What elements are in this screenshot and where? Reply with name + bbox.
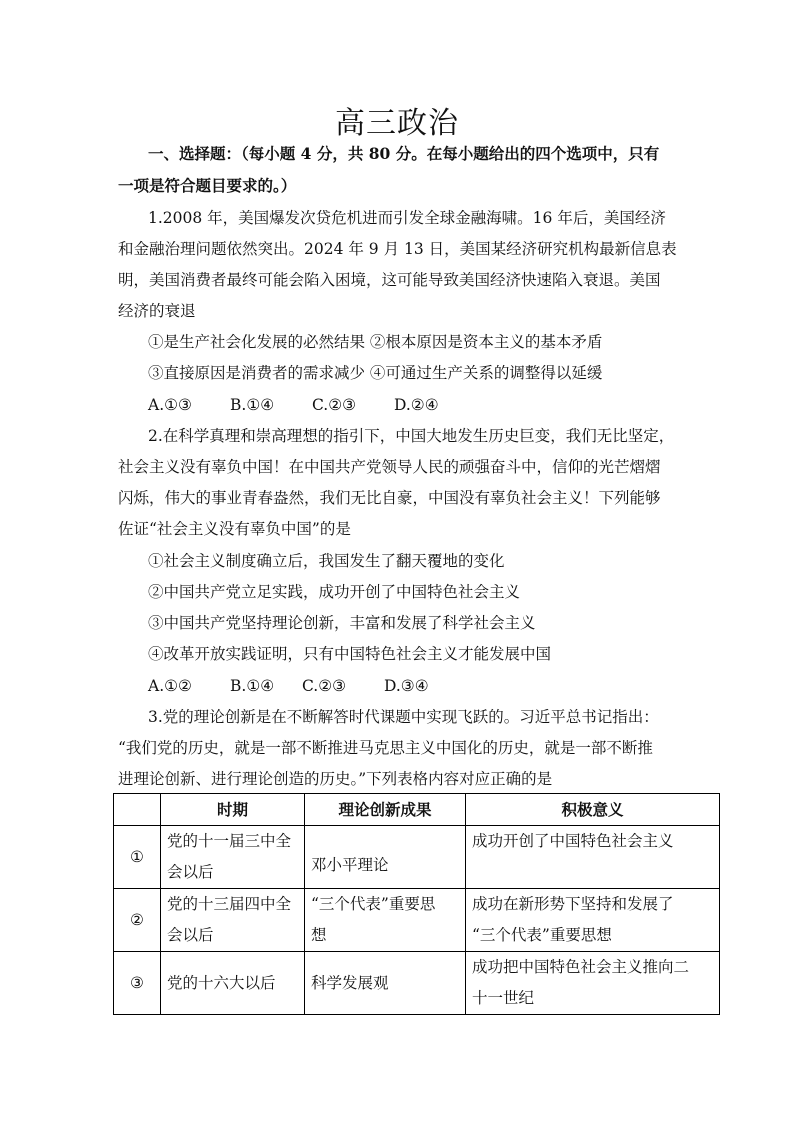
section-heading-line1: 一、选择题：（每小题 4 分，共 80 分。在每小题给出的四个选项中，只有 — [148, 144, 660, 163]
q2-item: ②中国共产党立足实践，成功开创了中国特色社会主义 — [148, 583, 521, 601]
q2-stem-line: 社会主义没有辜负中国！在中国共产党领导人民的顽强奋斗中，信仰的光芒熠熠 — [118, 458, 661, 476]
cell-line: 十一世纪 — [472, 989, 535, 1007]
q3-stem-line: 进理论创新、进行理论创造的历史。”下列表格内容对应正确的是 — [118, 770, 553, 788]
q1-options — [148, 394, 439, 416]
q2-options — [148, 675, 429, 697]
table-header-cell: 时期 — [161, 794, 305, 826]
q1-option-b[interactable]: B.①④ — [230, 396, 275, 414]
section-heading-line2: 一项是符合题目要求的。） — [118, 176, 297, 195]
q3-stem-line: 3.党的理论创新是在不断解答时代课题中实现飞跃的。习近平总书记指出： — [148, 708, 659, 726]
row-number: ① — [114, 826, 161, 889]
cell-line: 党的十三届四中全 — [167, 895, 292, 913]
theory-cell: 科学发展观 — [305, 952, 466, 1015]
q2-stem-line: 闪烁，伟大的事业青春盎然，我们无比自豪，中国没有辜负社会主义！下列能够 — [118, 489, 661, 507]
table-row — [114, 952, 720, 1015]
meaning-cell — [466, 826, 720, 889]
meaning-cell — [466, 889, 720, 952]
cell-line: “三个代表”重要思想 — [472, 926, 612, 944]
q1-stem-line: 明，美国消费者最终可能会陷入困境，这可能导致美国经济快速陷入衰退。美国 — [118, 271, 661, 289]
cell-line: 成功开创了中国特色社会主义 — [472, 832, 674, 850]
q2-item: ④改革开放实践证明，只有中国特色社会主义才能发展中国 — [148, 645, 552, 663]
q1-stem-line: 1.2008 年，美国爆发次贷危机进而引发全球金融海啸。16 年后，美国经济 — [148, 209, 666, 227]
q1-option-d[interactable]: D.②④ — [394, 396, 439, 414]
cell-line: 会以后 — [167, 863, 214, 881]
row-number: ② — [114, 889, 161, 952]
theory-cell — [305, 889, 466, 952]
row-number: ③ — [114, 952, 161, 1015]
period-cell: 党的十六大以后 — [161, 952, 305, 1015]
theory-cell — [305, 826, 466, 889]
cell-line: 成功把中国特色社会主义推向二 — [472, 958, 690, 976]
q2-stem-line: 佐证“社会主义没有辜负中国”的是 — [118, 520, 351, 538]
q1-option-c[interactable]: C.②③ — [312, 396, 357, 414]
cell-line: 会以后 — [167, 926, 214, 944]
table-row — [114, 889, 720, 952]
cell-line: “三个代表”重要思 — [311, 895, 436, 913]
table-header-cell: 理论创新成果 — [305, 794, 466, 826]
table-row — [114, 826, 720, 889]
q2-option-a[interactable]: A.①② — [148, 677, 192, 695]
table-header-row — [114, 794, 720, 826]
table-header-cell — [114, 794, 161, 826]
q2-option-c[interactable]: C.②③ — [302, 677, 347, 695]
cell-line: 成功在新形势下坚持和发展了 — [472, 895, 674, 913]
q2-option-d[interactable]: D.③④ — [384, 677, 429, 695]
q2-item: ①社会主义制度确立后，我国发生了翻天覆地的变化 — [148, 552, 505, 570]
cell-line: 党的十一届三中全 — [167, 832, 292, 850]
period-cell — [161, 889, 305, 952]
q2-stem-line: 2.在科学真理和崇高理想的指引下，中国大地发生历史巨变，我们无比坚定， — [148, 427, 675, 445]
q1-stem-line: 和金融治理问题依然突出。2024 年 9 月 13 日，美国某经济研究机构最新信息表 — [118, 240, 677, 258]
cell-line: 邓小平理论 — [311, 855, 389, 874]
q1-option-a[interactable]: A.①③ — [148, 396, 192, 414]
table-header-cell: 积极意义 — [466, 794, 720, 826]
q1-item: ③直接原因是消费者的需求减少 ④可通过生产关系的调整得以延缓 — [148, 364, 603, 382]
page-title: 高三政治 — [335, 106, 459, 141]
period-cell — [161, 826, 305, 889]
q3-table — [113, 793, 720, 1015]
meaning-cell — [466, 952, 720, 1015]
q2-option-b[interactable]: B.①④ — [230, 677, 275, 695]
q1-stem-line: 经济的衰退 — [118, 302, 196, 320]
q1-item: ①是生产社会化发展的必然结果 ②根本原因是资本主义的基本矛盾 — [148, 333, 603, 351]
q2-item: ③中国共产党坚持理论创新，丰富和发展了科学社会主义 — [148, 614, 536, 632]
cell-line: 想 — [311, 926, 327, 944]
q3-stem-line: “我们党的历史，就是一部不断推进马克思主义中国化的历史，就是一部不断推 — [118, 739, 653, 757]
